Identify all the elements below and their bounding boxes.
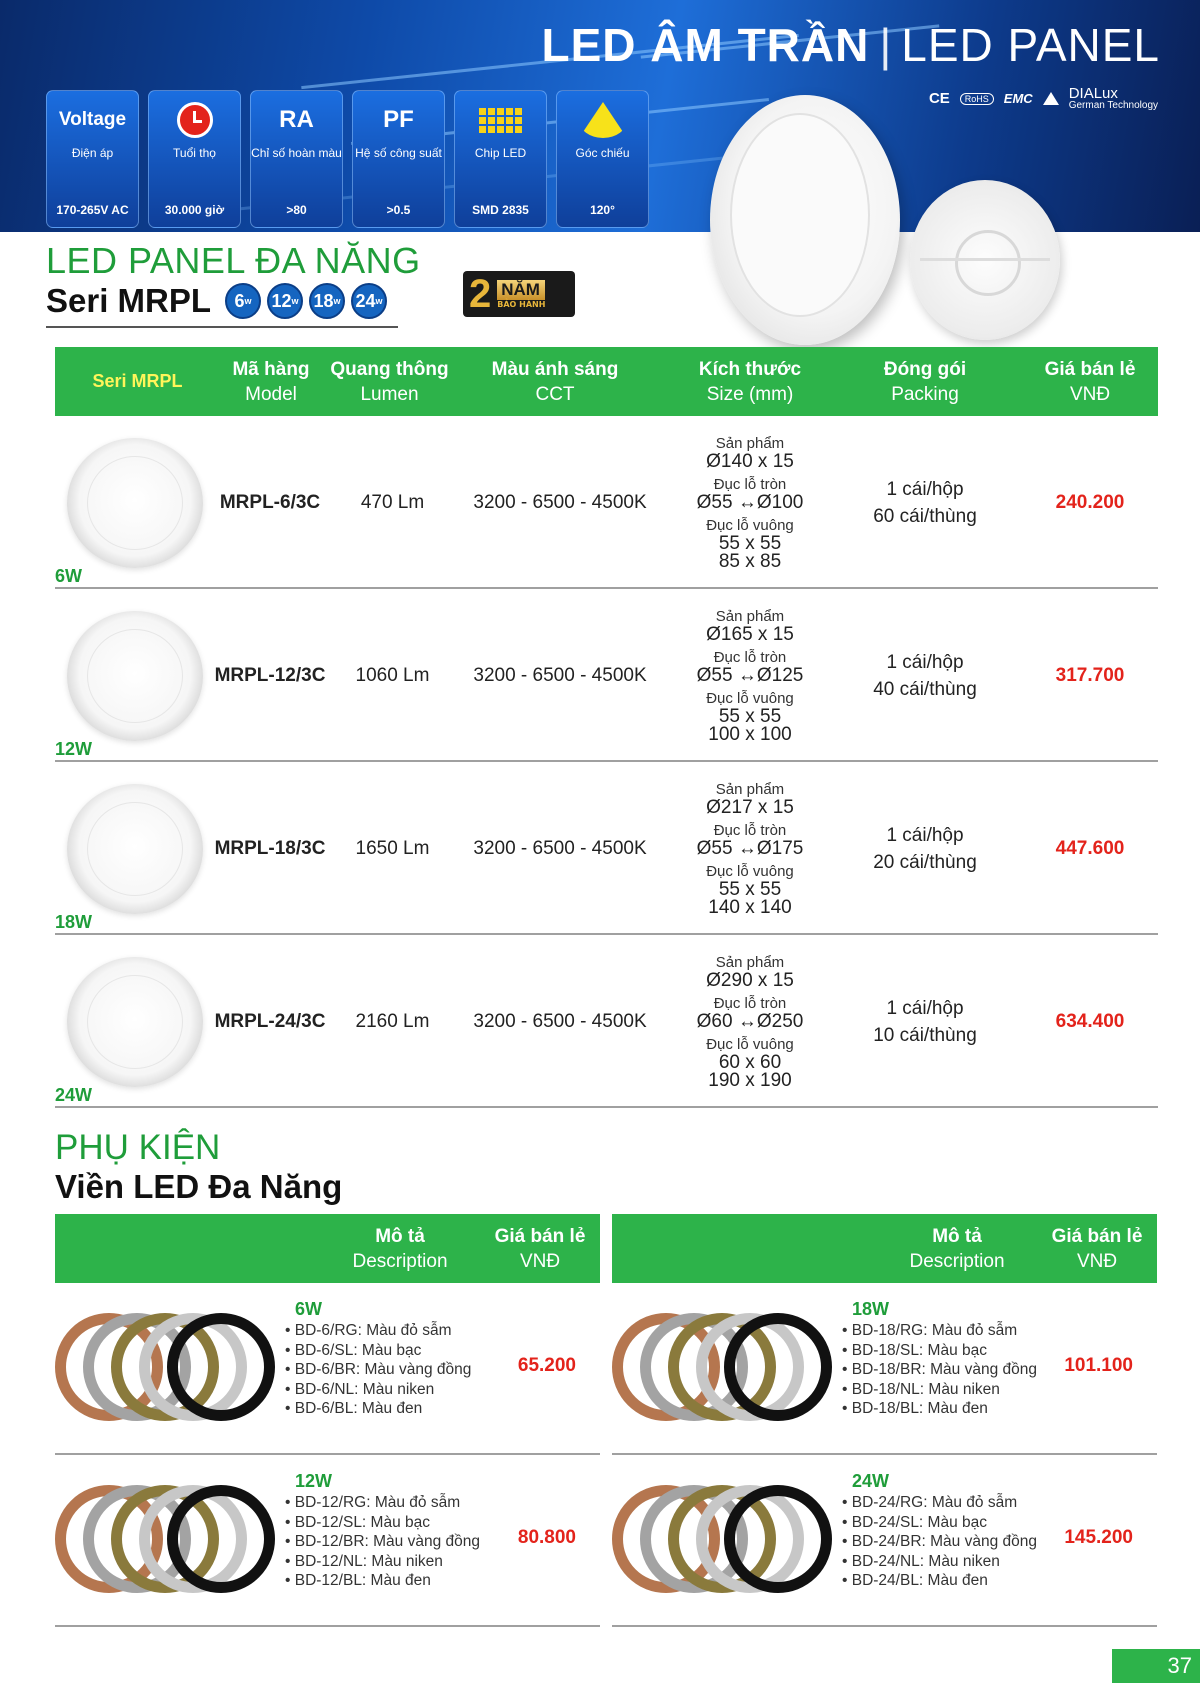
header-price: [1042, 1224, 1152, 1274]
size-label-product: Sản phẩm: [715, 607, 785, 625]
size-label-product: Sản phẩm: [715, 780, 785, 798]
watt-unit: w: [244, 296, 252, 306]
list-item: • BD-24/SL: Màu bạc: [842, 1513, 1037, 1533]
voltage-icon-text: Voltage: [58, 109, 127, 130]
spec-lifetime: [148, 90, 241, 228]
header-price-vn: Giá bán lẻ: [494, 1226, 586, 1247]
trim-ring: [167, 1313, 275, 1421]
pack-box: 1 cái/hộp: [886, 478, 964, 500]
watt-badge-12: [267, 283, 303, 319]
list-item: • BD-6/BL: Màu đen: [285, 1399, 471, 1419]
title-divider: [46, 326, 398, 328]
row-cct: 3200 - 6500 - 4500K: [473, 491, 647, 513]
spec-chip: [454, 90, 547, 228]
spec-value: >80: [286, 203, 307, 217]
row-lumen: 1060 Lm: [355, 664, 430, 686]
product-title-block: [46, 240, 421, 320]
list-item: • BD-12/BR: Màu vàng đồng: [285, 1532, 480, 1552]
led-panel-front-image: [710, 95, 900, 345]
beam-cone-icon: [557, 91, 648, 141]
title-led-panel: LED PANEL: [901, 19, 1160, 71]
size-round: Ø55 ↔Ø175: [696, 837, 804, 859]
size-label-square: Đục lỗ vuông: [706, 689, 794, 707]
pack-box: 1 cái/hộp: [886, 997, 964, 1019]
chip-grid-icon: [455, 91, 546, 141]
row-watt: 18W: [55, 912, 93, 932]
trim-ring: [167, 1485, 275, 1593]
pack-carton: 40 cái/thùng: [873, 678, 977, 700]
list-item: • BD-12/NL: Màu niken: [285, 1552, 480, 1572]
row-watt: 6W: [55, 566, 82, 586]
title-led-am-tran: LED ÂM TRẦN: [541, 19, 870, 71]
size-label-round: Đục lỗ tròn: [713, 821, 787, 839]
watt-unit: w: [291, 296, 299, 306]
product-table-header: [55, 347, 1158, 416]
spec-pf: [352, 90, 445, 228]
size-square-2: 140 x 140: [708, 896, 792, 918]
accessories-subtitle: Viền LED Đa Năng: [55, 1168, 343, 1205]
watt-badge-18: [309, 283, 345, 319]
list-item: • BD-6/SL: Màu bạc: [285, 1341, 471, 1361]
size-square-2: 100 x 100: [708, 723, 792, 745]
spec-label: Chip LED: [474, 146, 527, 160]
table-row: [55, 762, 1158, 935]
emc-mark: EMC: [1003, 91, 1033, 106]
header-model-en: Model: [245, 384, 297, 405]
size-label-round: Đục lỗ tròn: [713, 648, 787, 666]
list-item: • BD-18/BL: Màu đen: [842, 1399, 1037, 1419]
header-size-en: Size (mm): [706, 384, 794, 405]
list-item: • BD-6/BR: Màu vàng đồng: [285, 1360, 471, 1380]
dialux-text: DIALux: [1068, 85, 1118, 102]
spec-label: Chỉ số hoàn màu: [251, 146, 342, 160]
certification-logos: [929, 86, 1158, 111]
accessory-item-6w: [55, 1283, 600, 1455]
warranty-badge: [463, 271, 575, 317]
pack-box: 1 cái/hộp: [886, 824, 964, 846]
header-lumen-vn: Quang thông: [330, 359, 449, 380]
ra-icon-text: RA: [279, 106, 314, 133]
spec-value: >0.5: [386, 203, 411, 217]
watt-unit: w: [375, 296, 383, 306]
size-label-product: Sản phẩm: [715, 953, 785, 971]
size-round: Ø60 ↔Ø250: [696, 1010, 804, 1032]
row-watt: 24W: [55, 1085, 93, 1105]
size-label-round: Đục lỗ tròn: [713, 994, 787, 1012]
header-cct-vn: Màu ánh sáng: [491, 359, 619, 380]
accessories-header-left: [55, 1214, 600, 1283]
list-item: • BD-24/NL: Màu niken: [842, 1552, 1037, 1572]
spec-ra: [250, 90, 343, 228]
accessory-watt: 18W: [852, 1299, 890, 1319]
panel-18w-image: [67, 784, 203, 914]
size-product: Ø290 x 15: [706, 969, 794, 991]
list-item: • BD-24/BL: Màu đen: [842, 1571, 1037, 1591]
voltage-icon: [47, 91, 138, 141]
row-packing: [845, 935, 1005, 1108]
size-round: Ø55 ↔Ø125: [696, 664, 804, 686]
spec-label: Hệ số công suất: [355, 146, 442, 160]
list-item: • BD-18/SL: Màu bạc: [842, 1341, 1037, 1361]
size-label-square: Đục lỗ vuông: [706, 862, 794, 880]
table-row: [55, 589, 1158, 762]
row-lumen: 2160 Lm: [355, 1010, 430, 1032]
row-price: 240.200: [1055, 491, 1125, 513]
watt-badge-value: 6: [234, 290, 245, 311]
header-desc-vn: Mô tả: [375, 1226, 425, 1247]
accessory-price: 80.800: [517, 1527, 576, 1548]
title-separator: |: [879, 19, 892, 71]
row-price: 317.700: [1055, 664, 1125, 686]
header-packing: [845, 357, 1005, 407]
warranty-years: NĂM: [497, 280, 545, 300]
header-cct-en: CCT: [535, 384, 575, 405]
header-price: [485, 1224, 595, 1274]
header-seri: Seri MRPL: [92, 371, 183, 391]
dialux-mark: [1069, 86, 1158, 111]
row-price: 447.600: [1055, 837, 1125, 859]
accessories-header-right: [612, 1214, 1157, 1283]
row-packing: [845, 589, 1005, 762]
header-price-vn: Giá bán lẻ: [1044, 359, 1136, 380]
accessory-watt: 24W: [852, 1471, 890, 1491]
size-square-2: 85 x 85: [718, 550, 782, 572]
product-line-title: LED PANEL ĐA NĂNG: [46, 240, 421, 281]
watt-unit: w: [333, 296, 341, 306]
dialux-triangle-icon: [1043, 92, 1059, 105]
spec-label: Điện áp: [71, 146, 114, 160]
table-row: [55, 416, 1158, 589]
table-row: [55, 935, 1158, 1108]
page-title: [541, 18, 1160, 72]
pf-icon-text: PF: [383, 106, 414, 133]
dialux-subtext: German Technology: [1068, 100, 1158, 111]
rohs-mark: RoHS: [960, 93, 994, 105]
accessory-watt: 12W: [295, 1471, 333, 1491]
series-name: Seri MRPL: [46, 282, 212, 319]
watt-badge-value: 18: [313, 290, 334, 311]
list-item: • BD-6/RG: Màu đỏ sẫm: [285, 1321, 471, 1341]
size-square-1: 60 x 60: [718, 1051, 782, 1073]
header-desc-en: Description: [352, 1251, 448, 1272]
accessory-price: 101.100: [1064, 1355, 1133, 1376]
size-label-square: Đục lỗ vuông: [706, 1035, 794, 1053]
size-label-square: Đục lỗ vuông: [706, 516, 794, 534]
row-size: [670, 416, 830, 589]
spec-voltage: [46, 90, 139, 228]
row-price: 634.400: [1055, 1010, 1125, 1032]
spec-value: 30.000 giờ: [164, 203, 225, 217]
accessory-price: 65.200: [517, 1355, 576, 1376]
accessory-item-12w: [55, 1455, 600, 1627]
spec-boxes: [46, 90, 649, 228]
warranty-number: 2: [469, 272, 492, 316]
header-desc-en: Description: [909, 1251, 1005, 1272]
header-cct: [455, 357, 655, 407]
header-model: [215, 357, 327, 407]
accessory-variant-list: [285, 1321, 471, 1419]
panel-24w-image: [67, 957, 203, 1087]
header-size-vn: Kích thước: [698, 359, 802, 380]
accessory-watt: 6W: [295, 1299, 322, 1319]
pack-carton: 20 cái/thùng: [873, 851, 977, 873]
watt-badge-value: 12: [271, 290, 292, 311]
header-desc-vn: Mô tả: [932, 1226, 982, 1247]
trim-rings-image: [612, 1313, 832, 1423]
warranty-label: BẢO HÀNH: [497, 299, 546, 309]
spec-label: Góc chiếu: [575, 146, 630, 160]
pf-icon: [353, 91, 444, 141]
header-desc: [872, 1224, 1042, 1274]
accessory-item-18w: [612, 1283, 1157, 1455]
page-number: 37: [1112, 1649, 1200, 1683]
list-item: • BD-6/NL: Màu niken: [285, 1380, 471, 1400]
warranty-text: [497, 280, 545, 309]
row-watt: 12W: [55, 739, 93, 759]
accessories-title: PHỤ KIỆN: [55, 1128, 221, 1167]
list-item: • BD-12/BL: Màu đen: [285, 1571, 480, 1591]
pack-box: 1 cái/hộp: [886, 651, 964, 673]
row-cct: 3200 - 6500 - 4500K: [473, 1010, 647, 1032]
header-pack-vn: Đóng gói: [883, 359, 967, 380]
clock-icon: [149, 91, 240, 141]
trim-ring: [724, 1313, 832, 1421]
led-panel-back-image: [910, 180, 1060, 340]
accessory-item-24w: [612, 1455, 1157, 1627]
size-square-1: 55 x 55: [718, 532, 782, 554]
row-model: MRPL-6/3C: [219, 491, 321, 513]
spec-value: 170-265V AC: [56, 203, 129, 217]
trim-rings-image: [55, 1313, 275, 1423]
trim-rings-image: [612, 1485, 832, 1595]
spec-label: Tuổi thọ: [173, 146, 216, 160]
size-square-2: 190 x 190: [708, 1069, 792, 1091]
pack-carton: 60 cái/thùng: [873, 505, 977, 527]
list-item: • BD-12/RG: Màu đỏ sẫm: [285, 1493, 480, 1513]
trim-ring: [724, 1485, 832, 1593]
row-model: MRPL-12/3C: [214, 664, 326, 686]
header-lumen: [327, 357, 452, 407]
accessory-variant-list: [842, 1321, 1037, 1419]
row-packing: [845, 416, 1005, 589]
header-desc: [315, 1224, 485, 1274]
row-size: [670, 935, 830, 1108]
row-cct: 3200 - 6500 - 4500K: [473, 664, 647, 686]
list-item: • BD-24/BR: Màu vàng đồng: [842, 1532, 1037, 1552]
list-item: • BD-18/NL: Màu niken: [842, 1380, 1037, 1400]
accessory-variant-list: [285, 1493, 480, 1591]
header-price-en: VNĐ: [519, 1251, 561, 1272]
header-price: [1025, 357, 1155, 407]
size-product: Ø217 x 15: [706, 796, 794, 818]
watt-badge-6: [225, 283, 261, 319]
row-packing: [845, 762, 1005, 935]
row-size: [670, 589, 830, 762]
list-item: • BD-12/SL: Màu bạc: [285, 1513, 480, 1533]
row-lumen: 1650 Lm: [355, 837, 430, 859]
panel-6w-image: [67, 438, 203, 568]
size-product: Ø165 x 15: [706, 623, 794, 645]
watt-badge-value: 24: [355, 290, 376, 311]
size-label-product: Sản phẩm: [715, 434, 785, 452]
row-model: MRPL-18/3C: [214, 837, 326, 859]
header-price-en: VNĐ: [1069, 384, 1111, 405]
accessories-title-block: [55, 1128, 342, 1206]
trim-rings-image: [55, 1485, 275, 1595]
ra-icon: [251, 91, 342, 141]
pack-carton: 10 cái/thùng: [873, 1024, 977, 1046]
series-row: [46, 282, 421, 320]
accessory-variant-list: [842, 1493, 1037, 1591]
header-price-en: VNĐ: [1076, 1251, 1118, 1272]
list-item: • BD-18/RG: Màu đỏ sẫm: [842, 1321, 1037, 1341]
size-round: Ø55 ↔Ø100: [696, 491, 804, 513]
accessory-price: 145.200: [1064, 1527, 1133, 1548]
header-price-vn: Giá bán lẻ: [1051, 1226, 1143, 1247]
header-pack-en: Packing: [891, 384, 959, 405]
header-model-vn: Mã hàng: [232, 359, 310, 380]
panel-12w-image: [67, 611, 203, 741]
size-square-1: 55 x 55: [718, 878, 782, 900]
size-label-round: Đục lỗ tròn: [713, 475, 787, 493]
spec-value: 120°: [590, 203, 615, 217]
size-product: Ø140 x 15: [706, 450, 794, 472]
row-cct: 3200 - 6500 - 4500K: [473, 837, 647, 859]
list-item: • BD-24/RG: Màu đỏ sẫm: [842, 1493, 1037, 1513]
row-lumen: 470 Lm: [360, 491, 425, 513]
header-lumen-en: Lumen: [360, 384, 419, 405]
list-item: • BD-18/BR: Màu vàng đồng: [842, 1360, 1037, 1380]
spec-value: SMD 2835: [472, 203, 529, 217]
row-model: MRPL-24/3C: [214, 1010, 326, 1032]
watt-badge-24: [351, 283, 387, 319]
size-square-1: 55 x 55: [718, 705, 782, 727]
spec-beam-angle: [556, 90, 649, 228]
row-size: [670, 762, 830, 935]
header-size: [670, 357, 830, 407]
ce-mark: CE: [928, 90, 950, 107]
